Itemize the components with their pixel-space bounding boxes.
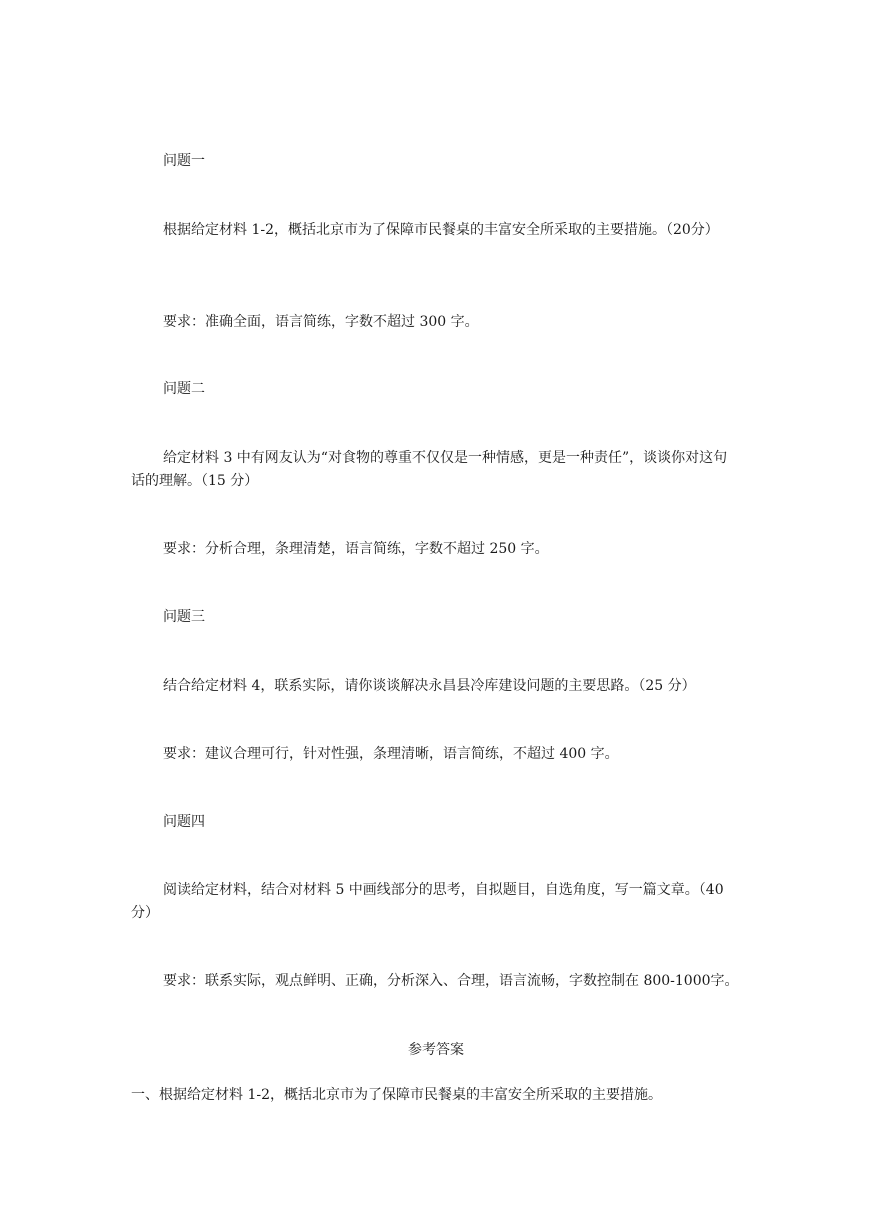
question-3-prompt: 结合给定材料 4，联系实际，请你谈谈解决永昌县冷库建设问题的主要思路。（25 分） [163, 678, 696, 694]
question-4-heading: 问题四 [163, 814, 205, 830]
question-3-requirement: 要求：建议合理可行，针对性强，条理清晰，语言简练，不超过 400 字。 [163, 746, 619, 762]
question-2-prompt: 给定材料 3 中有网友认为“对食物的尊重不仅仅是一种情感，更是一种责任”，谈谈你对这句话的理解。（15 分） [131, 450, 728, 489]
question-4-requirement: 要求：联系实际，观点鲜明、正确，分析深入、合理，语言流畅，字数控制在 800-1000字。 [163, 973, 739, 989]
question-2-requirement: 要求：分析合理，条理清楚，语言简练，字数不超过 250 字。 [163, 541, 549, 557]
answers-title: 参考答案 [408, 1042, 464, 1058]
question-4-prompt: 阅读给定材料，结合对材料 5 中画线部分的思考，自拟题目，自选角度，写一篇文章。（40 分） [131, 882, 724, 921]
question-1-prompt: 根据给定材料 1-2，概括北京市为了保障市民餐桌的丰富安全所采取的主要措施。（20分） [163, 222, 719, 238]
question-2-heading: 问题二 [163, 381, 205, 397]
question-1-requirement: 要求：准确全面，语言简练，字数不超过 300 字。 [163, 314, 479, 330]
answer-1-heading: 一、根据给定材料 1-2，概括北京市为了保障市民餐桌的丰富安全所采取的主要措施。 [131, 1087, 662, 1103]
question-3-heading: 问题三 [163, 609, 205, 625]
question-1-heading: 问题一 [163, 153, 205, 169]
